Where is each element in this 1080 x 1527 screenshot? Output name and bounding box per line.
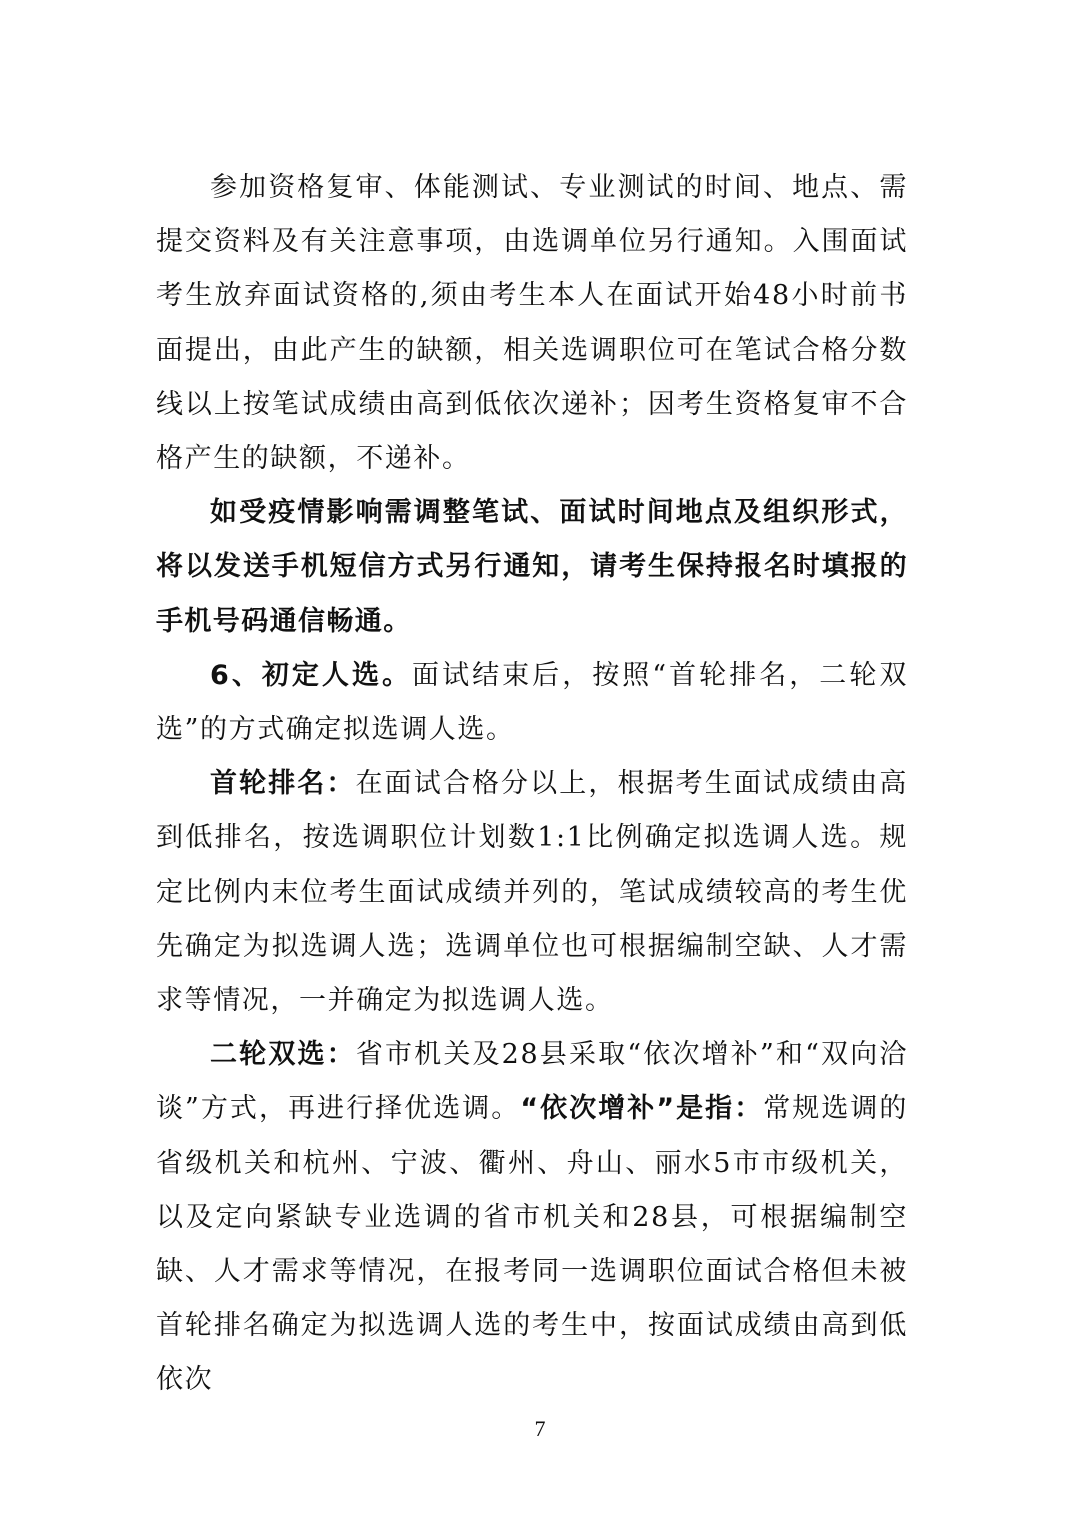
paragraph-lead: 6、初定人选。 — [210, 659, 413, 691]
paragraph-initial-candidates — [156, 649, 908, 757]
paragraph-second-round-selection — [156, 1028, 908, 1407]
paragraph-qualification-review — [156, 161, 908, 486]
paragraph-lead: 二轮双选： — [210, 1039, 356, 1071]
paragraph-epidemic-notice — [156, 486, 908, 649]
paragraph-text: 如受疫情影响需调整笔试、面试时间地点及组织形式，将以发送手机短信方式另行通知，请考生保持报名时填报的手机号码通信畅通。 — [156, 497, 908, 637]
paragraph-lead: 首轮排名： — [210, 768, 356, 800]
page-number: 7 — [534, 1416, 546, 1441]
paragraph-text: 面试结束后，按照“首轮排名，二轮双选”的方式确定拟选调人选。 — [156, 659, 908, 746]
paragraph-first-round-ranking — [156, 757, 908, 1028]
document-body — [156, 161, 908, 1408]
paragraph-text: 参加资格复审、体能测试、专业测试的时间、地点、需提交资料及有关注意事项，由选调单位另行通知。入围面试考生放弃面试资格的,须由考生本人在面试开始48小时前书面提出，由此产生的缺额，相关选调职位可在笔试合格分数线以上按笔试成绩由高到低依次递补；因考生资格复审不合格产生的缺额，不递补。 — [156, 172, 908, 475]
paragraph-text-secondary: 常规选调的省级机关和杭州、宁波、衢州、舟山、丽水5市市级机关，以及定向紧缺专业选调的省市机关和28县，可根据编制空缺、人才需求等情况，在报考同一选调职位面试合格但未被首轮排名确定为拟选调人选的考生中，按面试成绩由高到低依次 — [156, 1093, 909, 1396]
paragraph-text: 省市机关及28县采取“依次增补”和“双向洽谈”方式，再进行择优选调。 — [156, 1039, 908, 1125]
paragraph-text: 在面试合格分以上，根据考生面试成绩由高到低排名，按选调职位计划数1:1比例确定拟选调人选。规定比例内末位考生面试成绩并列的，笔试成绩较高的考生优先确定为拟选调人选；选调单位也可根据编制空缺、人才需求等情况，一并确定为拟选调人选。 — [156, 768, 909, 1017]
paragraph-lead-secondary: “依次增补”是指： — [520, 1093, 764, 1125]
